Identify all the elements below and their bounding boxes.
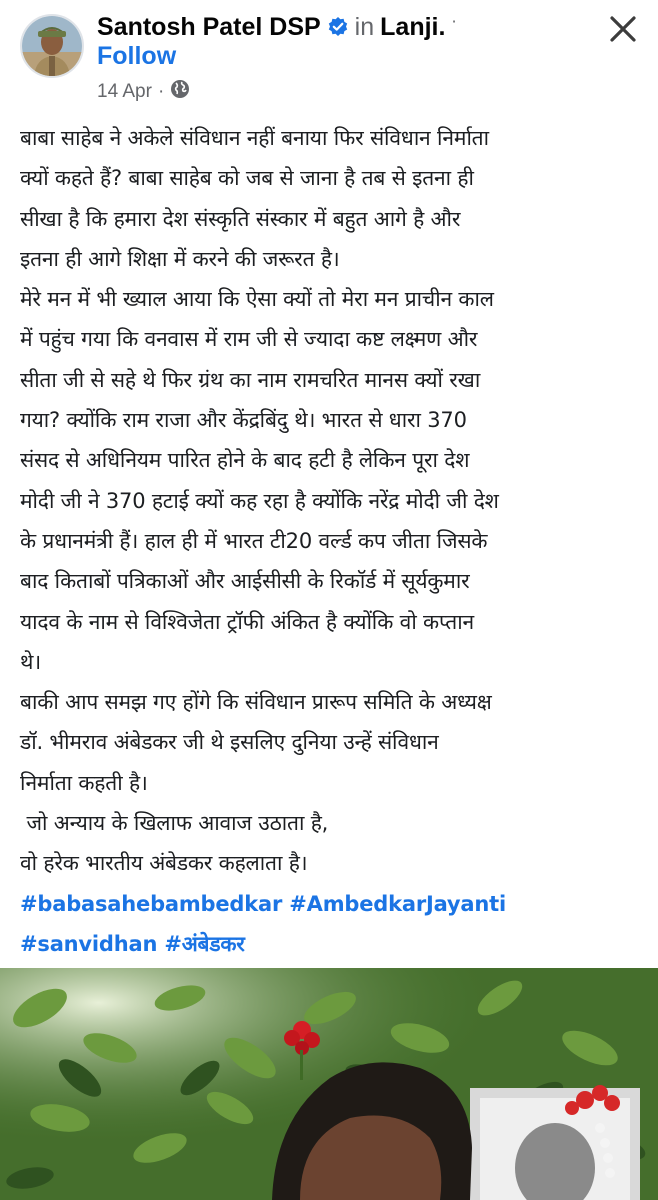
avatar[interactable] — [20, 14, 84, 78]
close-button[interactable] — [606, 12, 640, 46]
post-line: निर्माता कहती है। — [20, 770, 148, 795]
post-line: इतना ही आगे शिक्षा में करने की जरूरत है। — [20, 246, 340, 271]
post-line: यादव के नाम से विश्विजेता ट्रॉफी अंकित है क्योंकि वो कप्तान — [20, 609, 474, 634]
globe-icon — [170, 79, 190, 105]
post-line: बाबा साहेब ने अकेले संविधान नहीं बनाया फिर संविधान निर्माता — [20, 126, 489, 150]
post-line: के प्रधानमंत्री हैं। हाल ही में भारत टी20 वर्ल्ड कप जीता जिसके — [20, 528, 488, 553]
follow-button[interactable]: Follow — [97, 42, 177, 70]
post-line: संसद से अधिनियम पारित होने के बाद हटी है लेकिन पूरा देश — [20, 448, 470, 473]
author-line — [97, 10, 457, 44]
photo-image — [0, 968, 658, 1200]
hashtag-block — [20, 884, 646, 965]
meta-separator: · — [157, 81, 165, 102]
author-name[interactable]: Santosh Patel DSP — [97, 12, 321, 41]
post-line: थे। — [20, 649, 41, 674]
post-line: सीखा है कि हमारा देश संस्कृति संस्कार में बहुत आगे है और — [20, 206, 461, 231]
post-meta — [97, 79, 190, 105]
post-line: गया? क्योंकि राम राजा और केंद्रबिंदु थे। भारत से धारा 370 — [20, 408, 467, 433]
post-line: जो अन्याय के खिलाफ आवाज उठाता है, — [20, 811, 329, 836]
post-line: सीता जी से सहे थे फिर ग्रंथ का नाम रामचरित मानस क्यों रखा — [20, 367, 481, 392]
post-line: बाकी आप समझ गए होंगे कि संविधान प्रारूप समिति के अध्यक्ष — [20, 690, 492, 715]
hashtag-line[interactable]: #sanvidhan #अंबेडकर — [20, 931, 245, 956]
post-line: बाद किताबों पत्रिकाओं और आईसीसी के रिकॉर्ड में सूर्यकुमार — [20, 569, 470, 594]
location-link[interactable]: Lanji. — [380, 12, 446, 41]
verified-badge-icon — [327, 16, 349, 38]
close-icon — [609, 15, 637, 43]
post-photo[interactable] — [0, 968, 658, 1200]
in-label: in — [354, 12, 375, 41]
post-date[interactable]: 14 Apr — [97, 81, 152, 102]
location-suffix: · — [451, 11, 457, 31]
post-line: में पहुंच गया कि वनवास में राम जी से ज्यादा कष्ट लक्ष्मण और — [20, 327, 478, 352]
post-line: मेरे मन में भी ख्याल आया कि ऐसा क्यों तो मेरा मन प्राचीन काल — [20, 287, 494, 312]
post-line: वो हरेक भारतीय अंबेडकर कहलाता है। — [20, 851, 308, 876]
post-text — [20, 118, 646, 964]
post-line: मोदी जी ने 370 हटाई क्यों कह रहा है क्योंकि नरेंद्र मोदी जी देश — [20, 488, 499, 513]
post-header — [0, 0, 658, 112]
post-line: डॉ. भीमराव अंबेडकर जी थे इसलिए दुनिया उन्हें संविधान — [20, 730, 439, 755]
avatar-image — [22, 16, 82, 76]
hashtag-line[interactable]: #babasahebambedkar #AmbedkarJayanti — [20, 891, 506, 916]
post-line: क्यों कहते हैं? बाबा साहेब को जब से जाना है तब से इतना ही — [20, 166, 474, 191]
